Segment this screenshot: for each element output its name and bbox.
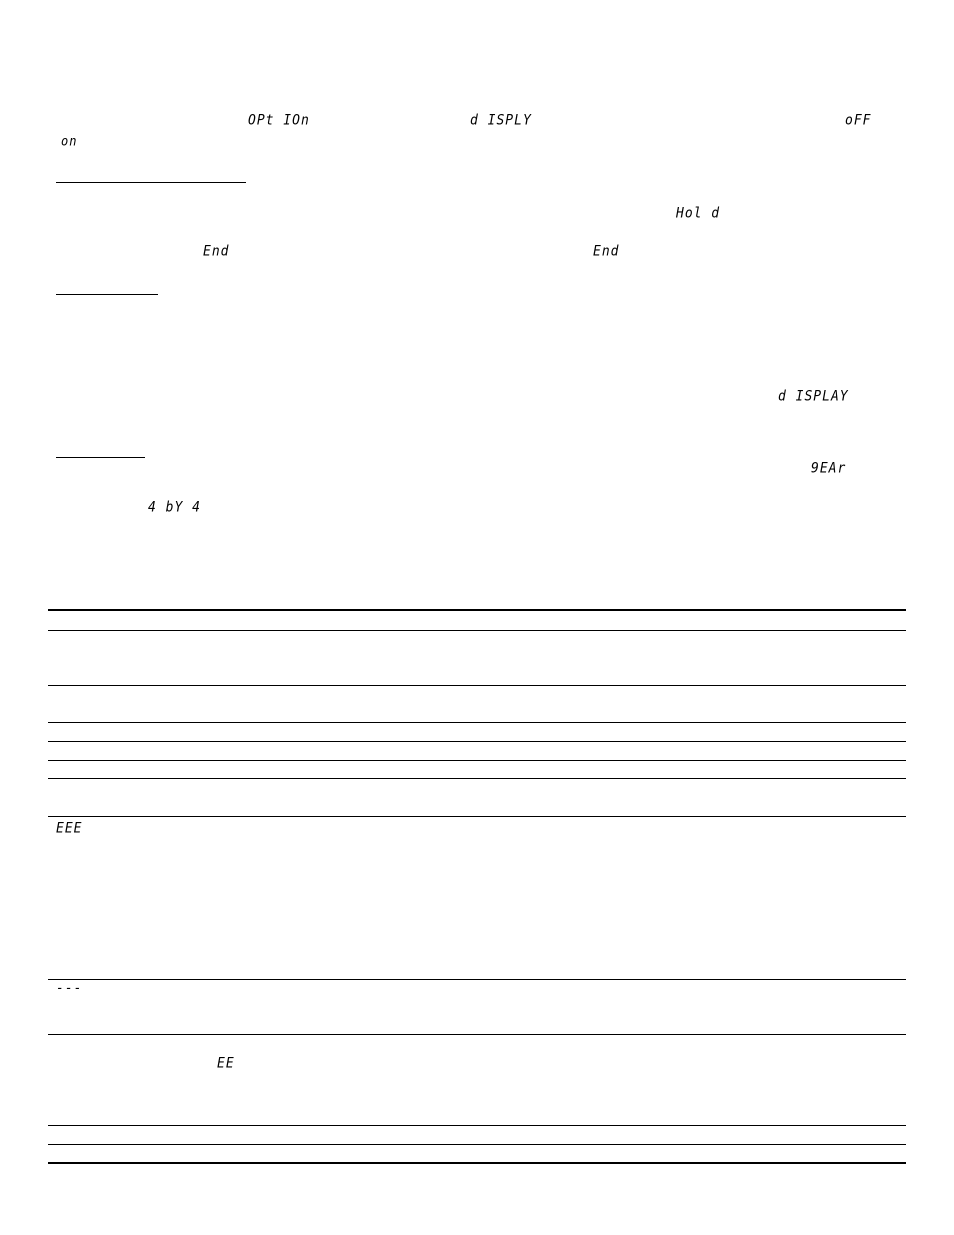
table-cell-error-code-2: EE — [217, 1055, 235, 1072]
seg-end-code-1: End — [203, 243, 230, 260]
table-row-rule — [48, 722, 906, 723]
seg-four-by-four-code: 4 bY 4 — [148, 499, 201, 516]
seg-on-code: on — [61, 133, 78, 149]
seg-option-code: OPt IOn — [248, 112, 310, 129]
table-top-rule — [48, 609, 906, 611]
section-heading-underline-2 — [56, 294, 158, 295]
seg-hold-code: Hol d — [676, 205, 721, 222]
table-row-rule — [48, 1144, 906, 1145]
seg-display-code: d ISPLY — [470, 112, 532, 129]
seg-display-code-2: d ISPLAY — [778, 388, 849, 405]
table-cell-error-code: EEE — [56, 820, 83, 837]
seg-off-code: oFF — [845, 112, 872, 129]
table-row-rule — [48, 979, 906, 980]
seg-year-code: 9EAr — [811, 460, 847, 477]
table-row-rule — [48, 778, 906, 779]
table-row-rule — [48, 1034, 906, 1035]
table-row-rule — [48, 685, 906, 686]
table-header-rule — [48, 630, 906, 631]
table-row-rule — [48, 1125, 906, 1126]
seg-end-code-2: End — [593, 243, 620, 260]
table-row-rule — [48, 816, 906, 817]
section-heading-underline-3 — [56, 457, 145, 458]
table-row-rule — [48, 760, 906, 761]
table-row-rule — [48, 741, 906, 742]
section-heading-underline-1 — [56, 182, 246, 183]
table-bottom-rule — [48, 1162, 906, 1164]
table-cell-dashes-code: --- — [56, 980, 83, 997]
